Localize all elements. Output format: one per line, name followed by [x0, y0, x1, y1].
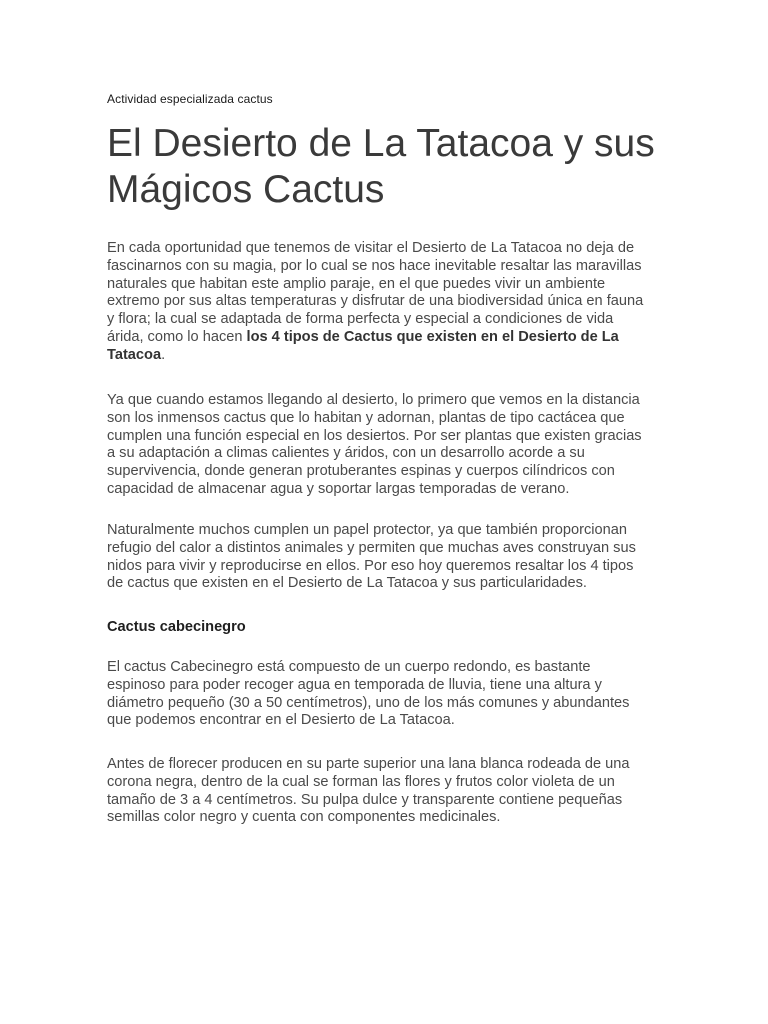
paragraph-cabecinegro-description: El cactus Cabecinegro está compuesto de un cuerpo redondo, es bastante espinoso para poder recoger agua en temporada de lluvia, tiene una altura y diámetro pequeño (30 a 50 centímetros), uno de los más comunes y abundantes que podemos encontrar en el Desierto de La Tatacoa.: [107, 659, 630, 729]
paragraph-adaptation: Ya que cuando estamos llegando al desierto, lo primero que vemos en la distancia son los inmensos cactus que lo habitan y adornan, plantas de tipo cactácea que cumplen una función especial en los desiertos. Por ser plantas que existen gracias a su adaptación a climas calientes y áridos, con un desarrollo acorde a su supervivencia, donde generan protuberantes espinas y cuerpos cilíndricos con capacidad de almacenar agua y soportar largas temporadas de verano.: [107, 392, 642, 497]
intro-text-end: .: [161, 346, 166, 363]
intro-bold-text: los 4 tipos de Cactus que existen en el Desierto de La Tatacoa: [107, 328, 619, 363]
paragraph-cabecinegro-flowering: Antes de florecer producen en su parte superior una lana blanca rodeada de una corona negra, dentro de la cual se forman las flores y frutos color violeta de un tamaño de 3 a 4 centímetros. Su pulpa dulce y transparente contiene pequeñas semillas color negro y cuenta con componentes medicinales.: [107, 756, 630, 826]
document-title: El Desierto de La Tatacoa y sus Mágicos Cactus: [107, 122, 655, 211]
document-kicker: Actividad especializada cactus: [107, 92, 273, 106]
paragraph-protector: Naturalmente muchos cumplen un papel protector, ya que también proporcionan refugio del calor a distintos animales y permiten que muchas aves construyan sus nidos para vivir y reproducirse en ellos. Por eso hoy queremos resaltar los 4 tipos de cactus que existen en el Desierto de La Tatacoa y sus particularidades.: [107, 522, 636, 592]
intro-text: En cada oportunidad que tenemos de visitar el Desierto de La Tatacoa no deja de fascinarnos con su magia, por lo cual se nos hace inevitable resaltar las maravillas naturales que habitan este amplio paraje, en el que puedes vivir un ambiente extremo por sus altas temperaturas y disfrutar de una biodiversidad única en fauna y flora; la cual se adaptada de forma perfecta y especial a condiciones de vida árida, como lo hacen: [107, 240, 644, 345]
intro-paragraph: [107, 240, 647, 365]
section-heading: Cactus cabecinegro: [107, 619, 246, 635]
